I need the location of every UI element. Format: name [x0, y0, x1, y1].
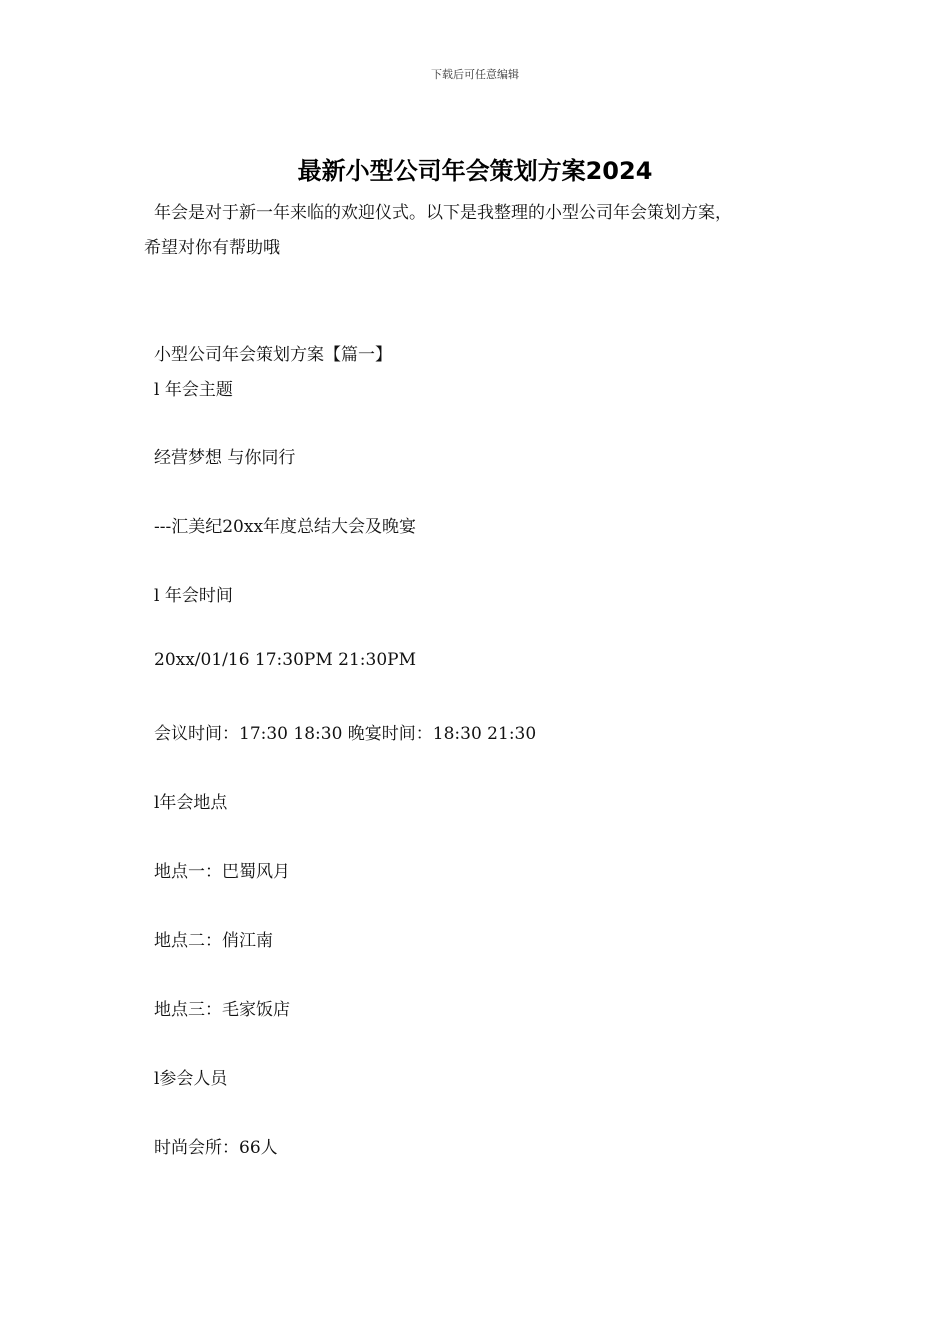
section-heading: 小型公司年会策划方案【篇一】 [154, 345, 392, 365]
intro-line-1: 年会是对于新一年来临的欢迎仪式。以下是我整理的小型公司年会策划方案， [154, 203, 732, 223]
item-heading-time: l 年会时间 [154, 586, 233, 606]
theme-slogan: 经营梦想 与你同行 [154, 448, 296, 468]
intro-paragraph [144, 196, 824, 266]
time-detail: 会议时间：17:30 18:30 晚宴时间：18:30 21:30 [154, 724, 537, 744]
intro-line-2: 希望对你有帮助哦 [144, 238, 280, 258]
attendees-count: 时尚会所：66人 [154, 1138, 278, 1158]
theme-subtitle: ---汇美纪20xx年度总结大会及晚宴 [154, 517, 417, 537]
document-title: 最新小型公司年会策划方案2024 [297, 157, 653, 185]
item-heading-attendees: l参会人员 [154, 1069, 228, 1089]
page-header-note: 下载后可任意编辑 [431, 68, 519, 81]
item-heading-venue: l年会地点 [154, 793, 228, 813]
item-heading-theme: l 年会主题 [154, 380, 233, 400]
time-value: 20xx/01/16 17:30PM 21:30PM [154, 650, 417, 670]
venue-option-1: 地点一：巴蜀风月 [154, 862, 290, 882]
venue-option-3: 地点三：毛家饭店 [154, 1000, 290, 1020]
venue-option-2: 地点二：俏江南 [154, 931, 273, 951]
